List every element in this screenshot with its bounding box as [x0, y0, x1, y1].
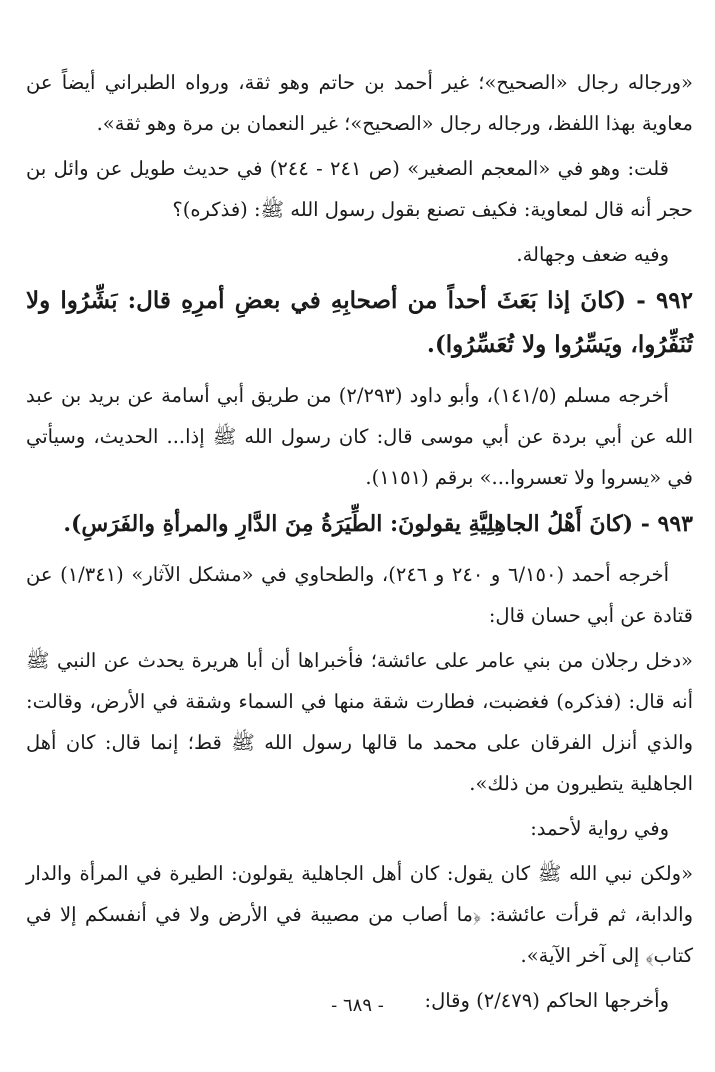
page-number: - ٦٨٩ - [331, 995, 384, 1016]
hadith-992: ٩٩٢ - (كانَ إذا بَعَثَ أحداً من أصحابِهِ في بعضِ أمرِهِ قال: بَشِّرُوا ولا تُنَفِّرُوا، ويَسِّرُوا ولا تُعَسِّرُوا). [26, 287, 693, 358]
paragraph-hadith-992-takhrij: أخرجه مسلم (١٤١/٥)، وأبو داود (٢/٢٩٣) من طريق أبي أسامة عن بريد بن عبد الله عن أبي بردة عن أبي موسى قال: كان رسول الله ﷺ إذا... الحديث، وسيأتي في «يسروا ولا تعسروا...» برقم (١١٥١). [26, 384, 693, 489]
hadith-993: ٩٩٣ - (كانَ أَهْلُ الجاهِلِيَّةِ يقولونَ: الطِّيَرَةُ مِنَ الدَّارِ والمرأةِ والفَرَسِ). [63, 511, 693, 537]
paragraph-aisha-narration: «دخل رجلان من بني عامر على عائشة؛ فأخبراها أن أبا هريرة يحدث عن النبي ﷺ أنه قال: (فذكره) فغضبت، فطارت شقة منها في السماء وشقة في الأرض، وقالت: والذي أنزل الفرقان على محمد ما قالها رسول الله ﷺ قط؛ إنما قال: كان أهل الجاهلية يتطيرون من ذلك». [26, 649, 693, 795]
paragraph-ahmad-narration: «ولكن نبي الله ﷺ كان يقول: كان أهل الجاهلية يقولون: الطيرة في المرأة والدار والدابة، ثم قرأت عائشة: ﴿ما أصاب من مصيبة في الأرض ولا في أنفسكم إلا في كتاب﴾ إلى آخر الآية». [26, 862, 693, 967]
paragraph-hakim-note: وأخرجها الحاكم (٢/٤٧٩) وقال: [424, 989, 669, 1012]
paragraph-ahmad-narration-intro: وفي رواية لأحمد: [530, 817, 669, 840]
paragraph-weakness-note: وفيه ضعف وجهالة. [516, 243, 669, 266]
paragraph-small-lexicon-note: قلت: وهو في «المعجم الصغير» (ص ٢٤١ - ٢٤٤) في حديث طويل عن وائل بن حجر أنه قال لمعاوية: فكيف تصنع بقول رسول الله ﷺ: (فذكره)؟ [26, 157, 693, 221]
paragraph-hadith-993-takhrij: أخرجه أحمد (٦/١٥٠ و ٢٤٠ و ٢٤٦)، والطحاوي في «مشكل الآثار» (١/٣٤١) عن قتادة عن أبي حسان قال: [26, 563, 693, 627]
paragraph-narrators-note: «ورجاله رجال «الصحيح»؛ غير أحمد بن حاتم وهو ثقة، ورواه الطبراني أيضاً عن معاوية بهذا اللفظ، ورجاله رجال «الصحيح»؛ غير النعمان بن مرة وهو ثقة». [26, 71, 693, 135]
